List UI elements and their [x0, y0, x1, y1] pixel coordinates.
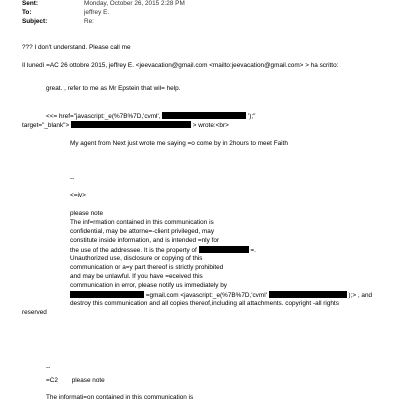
html-fragment: > wrote:<br>: [192, 122, 229, 129]
disclaimer-line: communication or a=y part thereof is strictly prohibited: [70, 264, 224, 271]
sent-value: Monday, October 26, 2015 2:28 PM: [84, 0, 185, 7]
to-label: To:: [22, 9, 32, 16]
html-fragment: ');": [248, 113, 256, 120]
disclaimer-line: and may be unlawful. If you have =eceived this: [70, 273, 203, 280]
html-fragment: <=iv>: [70, 192, 86, 199]
disclaimer-line: Unauthorized use, disclosure or copying of this: [70, 255, 203, 262]
quoted-message: My agent from Next just wrote me saying =o come by in 2hours to meet Faith: [70, 140, 288, 147]
disclaimer-line: destroy this communication and all copies thereof,including all attachments. copyright -all rights: [70, 300, 339, 307]
subject-label: Subject:: [22, 18, 48, 25]
quote-attribution: Il lunedì =AC 26 ottobre 2015, jeffrey E. <jeevacation@gmail.com <mailto:jeevacation@gmail.com> > ha scritto:: [22, 62, 339, 69]
disclaimer-line: The inf=rmation contained in this communication is: [70, 219, 214, 226]
redaction-block: [71, 121, 191, 128]
disclaimer-fragment: =gmail.com <javascript:_e(%7B%7D,'cvml': [145, 292, 267, 299]
html-line: [46, 112, 255, 121]
disclaimer-line: communication in error, please notify us immediately by: [70, 282, 227, 289]
disclaimer-heading: please note: [71, 377, 105, 384]
to-value: jeffrey E.: [84, 9, 110, 16]
disclaimer-line: constitute inside information, and is intended =nly for: [70, 237, 220, 244]
disclaimer-fragment: =.: [250, 247, 256, 254]
redaction-block: [162, 112, 246, 119]
disclaimer-fragment: the use of the addressee. It is the property of: [70, 247, 197, 254]
disclaimer-heading: please note: [70, 210, 104, 217]
disclaimer-heading-row: [46, 377, 105, 385]
disclaimer-fragment: );> , and: [348, 292, 373, 299]
disclaimer-line: [70, 291, 372, 300]
redaction-block: [199, 246, 249, 253]
disclaimer-line: confidential, may be attorne=-client privileged, may: [70, 228, 215, 235]
signature-separator: --: [46, 364, 51, 371]
html-line: [22, 121, 229, 130]
html-fragment: target="_blank">: [22, 122, 70, 129]
redaction-block: [70, 291, 144, 298]
disclaimer-line: [70, 246, 256, 255]
disclaimer-line: The informati=on contained in this communication is: [46, 394, 194, 401]
signature-separator: --: [70, 175, 75, 182]
reply-line: ??? I don't understand. Please call me: [22, 44, 131, 51]
html-fragment: <<= href="javascript:_e(%7B%7D,'cvml',: [46, 113, 161, 120]
subject-value: Re:: [84, 18, 94, 25]
disclaimer-line: reserved: [22, 309, 47, 316]
encoded-fragment: =C2: [46, 377, 58, 384]
redaction-block: [269, 291, 347, 298]
sent-label: Sent:: [22, 0, 38, 7]
quoted-line: great. , refer to me as Mr Epstein that wil= help.: [46, 85, 181, 92]
